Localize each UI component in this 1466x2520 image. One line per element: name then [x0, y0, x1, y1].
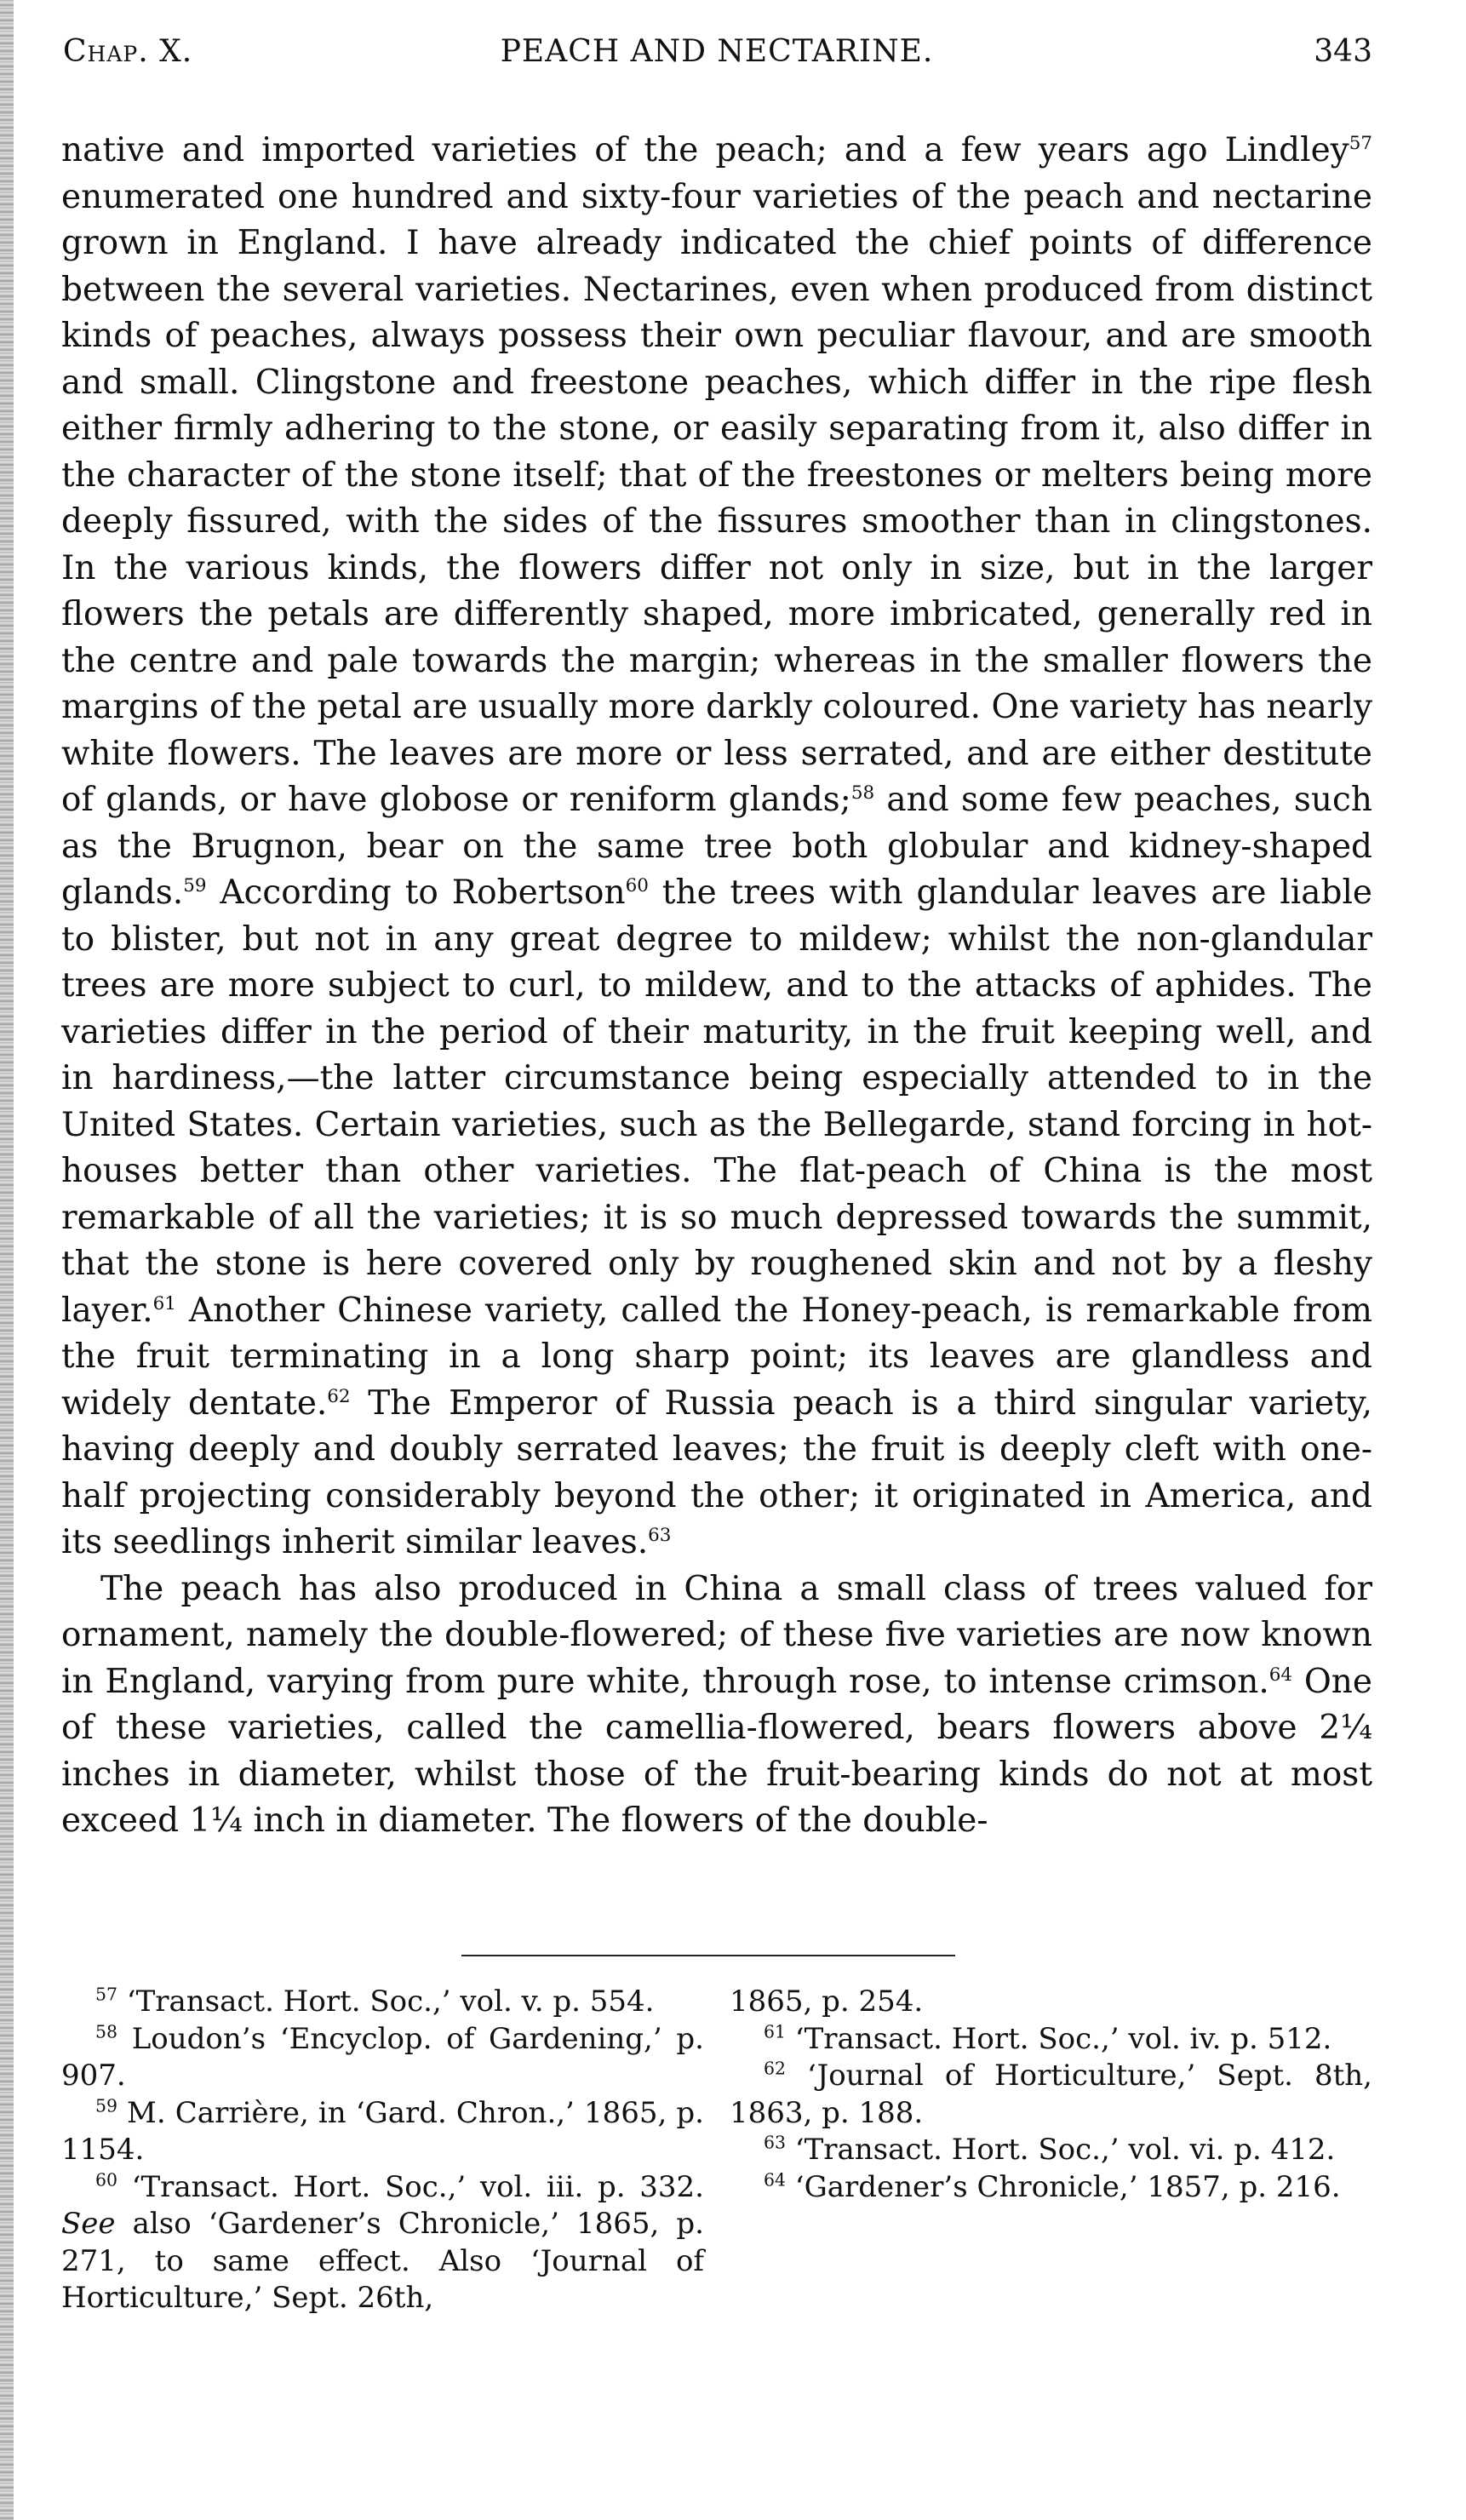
footnote: $^{61}$ ‘Transact. Hort. Soc.,’ vol. iv. p. 512.: [764, 2021, 1332, 2056]
footnotes: [61, 1984, 1372, 2317]
footnote-reference: 57: [1349, 133, 1372, 154]
paragraph-2: [61, 1566, 1372, 1845]
footnote: $^{59}$ M. Carrière, in ‘Gard. Chron.,’ 1865, p. 1154.: [61, 2095, 704, 2167]
text-run: native and imported varieties of the peach; and a few years ago Lindley: [61, 131, 1349, 169]
footnote-reference: 60: [625, 875, 649, 896]
footnote-marker: 63: [764, 2132, 786, 2153]
footnote: $^{60}$ ‘Transact. Hort. Soc.,’ vol. iii. p. 332. See also ‘Gardener’s Chronicle,’ 1865, p. 271, to same effect. Also ‘Journal of Horticulture,’ Sept. 26th,: [61, 2169, 704, 2315]
footnote-column-right: [730, 1984, 1372, 2317]
footnote-reference: 62: [327, 1385, 351, 1407]
footnote-marker: 60: [95, 2169, 117, 2191]
footnote-marker: 57: [95, 1984, 117, 2005]
page-spine-shadow: [0, 0, 14, 2520]
running-title: PEACH AND NECTARINE.: [500, 34, 934, 69]
text-run: The peach has also produced in China a small class of trees valued for ornament, namely the double-flowered; of these five varieties are now known in England, varying from pure white, through rose, to intense crimson.: [61, 1569, 1372, 1701]
footnote-reference: 59: [183, 875, 207, 896]
footnote-marker: 64: [764, 2169, 786, 2191]
footnote-marker: 58: [95, 2021, 117, 2042]
footnote-continuation: 1865, p. 254.: [730, 1984, 924, 2019]
footnote-reference: 58: [850, 782, 875, 804]
page-number: 343: [1314, 34, 1372, 69]
running-header: [61, 34, 1372, 77]
footnote-marker: 59: [95, 2095, 117, 2116]
footnote-column-left: [61, 1984, 704, 2317]
footnote: $^{63}$ ‘Transact. Hort. Soc.,’ vol. vi. p. 412.: [764, 2132, 1336, 2167]
text-run: and some few peaches, such as the Brugnon, bear on the same tree both globular and kidney-shaped glands.: [61, 781, 1372, 912]
footnote-reference: 64: [1268, 1664, 1293, 1686]
text-run: enumerated one hundred and sixty-four varieties of the peach and nectarine grown in England. I have already indicated the chief points of difference between the several varieties. Nectarines, even when produced from distinct kinds of peaches, always possess their own peculiar flavour, and are smooth and small. Clingstone and freestone peaches, which differ in the ripe flesh either firmly adhering to the stone, or easily separating from it, also differ in the character of the stone itself; that of the freestones or melters being more deeply fissured, with the sides of the fissures smoother than in clingstones. In the various kinds, the flowers differ not only in size, but in the larger flowers the petals are differently shaped, more imbricated, generally red in the centre and pale towards the margin; whereas in the smaller flowers the margins of the petal are usually more darkly coloured. One variety has nearly white flowers. The leaves are more or less serrated, and are either destitute of glands, or have globose or reniform glands;: [61, 177, 1372, 819]
paragraph-1: [61, 128, 1372, 1566]
footnote: $^{57}$ ‘Transact. Hort. Soc.,’ vol. v. p. 554.: [95, 1984, 655, 2019]
footnote: $^{64}$ ‘Gardener’s Chronicle,’ 1857, p. 216.: [764, 2169, 1341, 2204]
footnote-reference: 63: [648, 1525, 672, 1546]
text-run: One of these varieties, called the camellia-flowered, bears flowers above 2¼ inches in diameter, whilst those of the fruit-bearing kinds do not at most exceed 1¼ inch in diameter. The flowers of the double-: [61, 1662, 1372, 1840]
footnote: $^{62}$ ‘Journal of Horticulture,’ Sept. 8th, 1863, p. 188.: [730, 2058, 1372, 2130]
footnote: $^{58}$ Loudon’s ‘Encyclop. of Gardening,’ p. 907.: [61, 2021, 704, 2093]
text-run: According to Robertson: [206, 873, 626, 912]
footnote-divider: [461, 1955, 955, 1956]
footnote-marker: 62: [764, 2058, 786, 2079]
footnote-marker: 61: [764, 2021, 786, 2042]
chapter-label: Chap. X.: [63, 34, 193, 69]
text-run: The Emperor of Russia peach is a third singular variety, having deeply and doubly serrated leaves; the fruit is deeply cleft with one-half projecting considerably beyond the other; it originated in America, and its seedlings inherit similar leaves.: [61, 1383, 1372, 1561]
text-run: the trees with glandular leaves are liable to blister, but not in any great degree to mildew; whilst the non-glandular trees are more subject to curl, to mildew, and to the attacks of aphides. The varieties differ in the period of their maturity, in the fruit keeping well, and in hardiness,—the latter circumstance being especially attended to in the United States. Certain varieties, such as the Bellegarde, stand forcing in hot-houses better than other varieties. The flat-peach of China is the most remarkable of all the varieties; it is so much depressed towards the summit, that the stone is here covered only by roughened skin and not by a fleshy layer.: [61, 873, 1373, 1330]
main-text: [61, 128, 1372, 1845]
footnote-reference: 61: [152, 1292, 176, 1314]
text-run: Another Chinese variety, called the Honey-peach, is remarkable from the fruit terminating in a long sharp point; its leaves are glandless and widely dentate.: [61, 1291, 1372, 1423]
